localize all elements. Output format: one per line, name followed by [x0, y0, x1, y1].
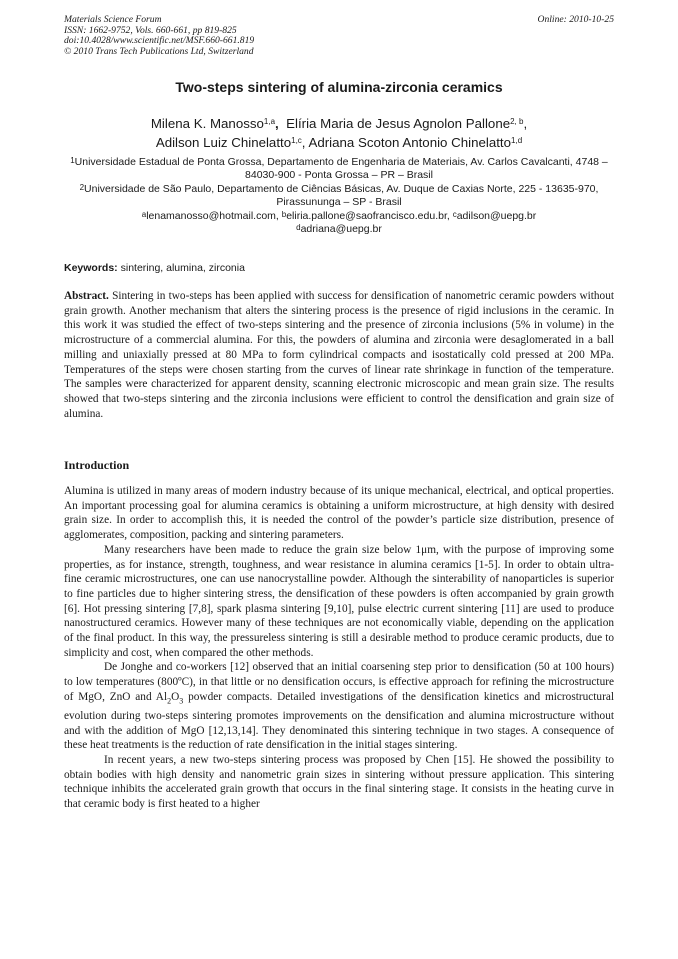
- email-superscript: c: [452, 209, 457, 219]
- abstract-text: Sintering in two-steps has been applied with success for densification of nanometric ceramic powders without grain growth. Another mechanism that alters the sintering process is the presence of rigid inclusions in the ceramic. In this work it was studied the effect of two-steps sintering and the presence of zirconia inclusions (5% in volume) in the microstructure of a commercial alumina. For this, the powders of alumina and zirconia were desaglomerated in a ball milling and uniaxially pressed at 80 MPa to form cylindrical compacts and isostatically cold pressed at 200 MPa. Temperatures of the steps were chosen starting from the curves of linear rate shrinkage in function of the temperature. The samples were characterized for apparent density, scanning electronic microscopic and mean grain size. The results showed that two-steps sintering and the zirconia inclusions were efficient to control the densification and grain size of alumina.: [64, 290, 614, 420]
- paper-title: Two-steps sintering of alumina-zirconia ceramics: [175, 79, 503, 95]
- paragraph: Many researchers have been made to reduce the grain size below 1μm, with the purpose of improving some properties, as for instance, strength, toughness, and wear resistance in alumina ceramics [1-5]. In order to obtain ultra-fine ceramic microstructures, one can use nanocrystalline powder. Although the sinterability of nanoparticles is superior to fine particles due to higher sintering stress, the densification of these powders is often accompanied by grain growth [6]. Hot pressing sintering [7,8], spark plasma sintering [9,10], pulse electric current sintering [11] are used to produce nanostructured ceramics. However many of these techniques are not economically viable, depending on the application of the final product. In this way, the pressureless sintering is still a desirable method to produce ceramic products, due to simplicity and cost, when compared the other methods.: [64, 543, 614, 659]
- issn: ISSN: 1662-9752, Vols. 660-661, pp 819-825: [64, 24, 237, 36]
- abstract: [64, 289, 614, 421]
- doi: doi:10.4028/www.scientific.net/MSF.660-661.819: [64, 35, 255, 47]
- email-link[interactable]: lenamanosso@hotmail.com,: [146, 209, 279, 222]
- introduction-body: [64, 484, 614, 812]
- introduction-heading: Introduction: [64, 458, 130, 472]
- online-date: Online: 2010-10-25: [537, 14, 614, 25]
- author-list: Milena K. Manosso$^{1,a}$, Elíria Maria de Jesus Agnolon Pallone$^{2, b}$, Adilson Luiz Chinelatto$^{1,c}$, Adriana Scoton Antonio Chinelatto$^{1,d}$: [150, 116, 528, 150]
- journal-header: [64, 15, 254, 57]
- author-name: Elíria Maria de Jesus Agnolon Pallone: [286, 116, 511, 131]
- author-name: Adilson Luiz Chinelatto: [155, 135, 292, 150]
- affiliation-2: Universidade de São Paulo, Departamento de Ciências Básicas, Av. Duque de Caxias Norte, 225 - 13635-970, Pirassununga – SP - Brasil: [84, 182, 599, 209]
- journal-name: Materials Science Forum: [64, 14, 162, 25]
- email-superscript: b: [281, 209, 287, 219]
- author-superscript: 1,a: [263, 117, 276, 126]
- email-link[interactable]: adriana@uepg.br: [300, 223, 382, 236]
- affiliations: [62, 156, 616, 236]
- keywords-label: Keywords:: [64, 262, 118, 274]
- paragraph: In recent years, a new two-steps sintering process was proposed by Chen [15]. He showed the possibility to obtain bodies with high density and nanometric grain sizes in sintering without pressure application. This sintering technique inhibits the accelerated grain growth that occurs in the final sintering stage. It consists in the heating curve in that ceramic body is first heated to a higher: [64, 753, 614, 811]
- author-superscript: 1,d: [511, 136, 523, 145]
- author-name: Adriana Scoton Antonio Chinelatto: [308, 135, 512, 150]
- paragraph: Alumina is utilized in many areas of modern industry because of its unique mechanical, electrical, and optical properties. An important processing goal for alumina ceramics is obtaining a uniform microstructure, at high density with desired grain size. In order to accomplish this, it is needed the control of the powder’s particle size distribution, presence of agglomerates, composition, packing and sintering parameters.: [64, 485, 614, 542]
- affiliation-superscript: 1: [70, 156, 75, 165]
- email-link[interactable]: adilson@uepg.br: [456, 209, 537, 222]
- keywords-text: sintering, alumina, zirconia: [120, 262, 245, 274]
- keywords: [64, 262, 245, 274]
- email-superscript: d: [296, 223, 301, 233]
- author-superscript: 1,c: [291, 136, 302, 145]
- author-name: Milena K. Manosso: [150, 116, 264, 131]
- abstract-label: Abstract.: [64, 290, 109, 302]
- affiliation-superscript: 2: [79, 182, 85, 192]
- author-superscript: 2, b: [510, 117, 524, 126]
- email-link[interactable]: eliria.pallone@saofrancisco.edu.br,: [286, 209, 450, 222]
- paragraph: De Jonghe and co-workers [12] observed that an initial coarsening step prior to densification (50 at 100 hours) to low temperatures (800ºC), in that little or no densification occurs, is effective approach for refining the microstructure of MgO, ZnO and $Al_2O_3$ powder compacts. Detailed investigations of the densification kinetics and microstructural evolution during two-steps sintering promotes improvements on the densification and alumina microstructure without and with the addition of MgO [12,13,14]. They denominated this sintering technique in two stages. A consequence of these heat treatments is the reduction of rate densification in the initial stages sintering.: [64, 661, 614, 752]
- email-superscript: a: [141, 209, 147, 219]
- affiliation-1: Universidade Estadual de Ponta Grossa, Departamento de Engenharia de Materiais, Av. Carlos Cavalcanti, 4748 – 84030-900 - Ponta Grossa – PR – Brasil: [74, 156, 608, 182]
- copyright: © 2010 Trans Tech Publications Ltd, Switzerland: [64, 45, 254, 57]
